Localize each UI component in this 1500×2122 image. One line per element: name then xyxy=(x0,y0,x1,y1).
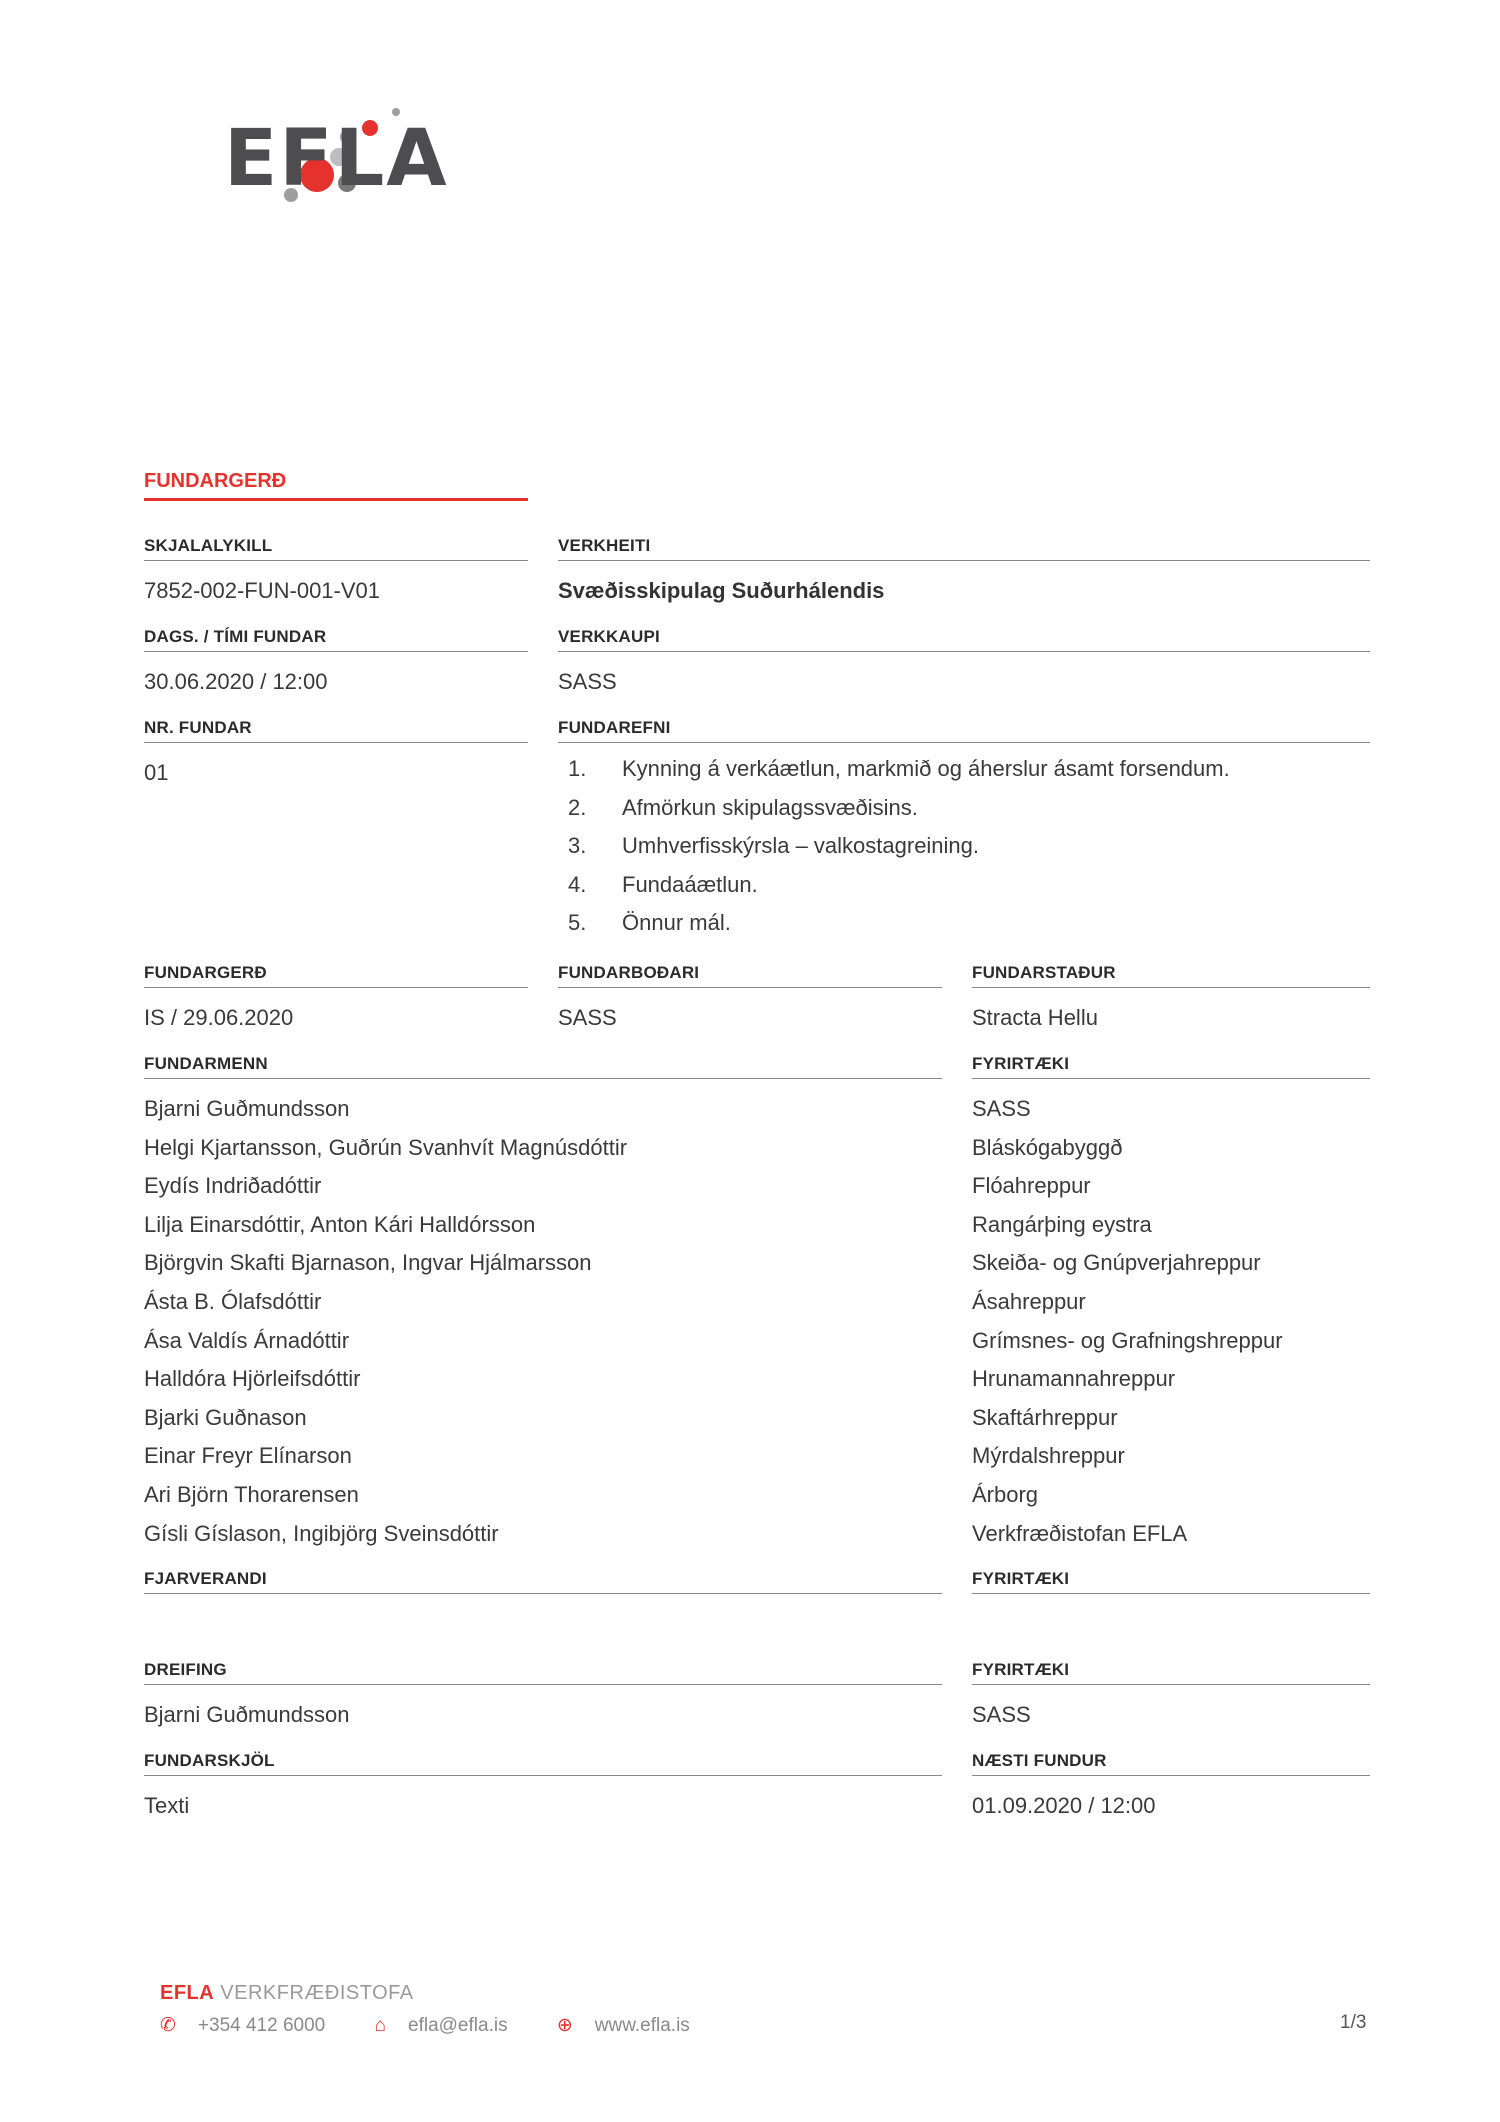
footer-contact xyxy=(160,2014,734,2037)
attendee: Helgi Kjartansson, Guðrún Svanhvít Magnúsdóttir xyxy=(144,1134,628,1160)
nr-fundar-value: 01 xyxy=(144,760,169,785)
company-list xyxy=(972,1096,1372,1559)
divider xyxy=(144,651,528,652)
fundarstadur-value: Stracta Hellu xyxy=(972,1005,1098,1030)
fyrirtaeki-label: FYRIRTÆKI xyxy=(972,1054,1070,1073)
title-underline xyxy=(144,498,528,501)
attendee-list xyxy=(144,1096,944,1559)
verkkaupi-label: VERKKAUPI xyxy=(558,627,660,646)
attendee: Eydís Indriðadóttir xyxy=(144,1173,322,1199)
divider xyxy=(144,1593,942,1594)
divider xyxy=(144,987,528,988)
agenda-item: 1. Kynning á verkáætlun, markmið og áherslur ásamt forsendum. xyxy=(568,756,1230,781)
fundarefni-label: FUNDAREFNI xyxy=(558,718,671,737)
divider xyxy=(972,1078,1370,1079)
verkheiti-label: VERKHEITI xyxy=(558,536,651,555)
company: Ásahreppur xyxy=(972,1288,1086,1314)
dags-value: 30.06.2020 / 12:00 xyxy=(144,669,328,694)
footer-web[interactable]: ⊕ www.efla.is xyxy=(556,2015,690,2036)
skjalalykill-label: SKJALALYKILL xyxy=(144,536,273,555)
footer-phone[interactable]: ✆ +354 412 6000 xyxy=(160,2015,326,2036)
company: Bláskógabyggð xyxy=(972,1134,1123,1160)
company: Árborg xyxy=(972,1481,1039,1507)
fjarverandi-label: FJARVERANDI xyxy=(144,1569,267,1588)
footer-email[interactable]: ⌂ efla@efla.is xyxy=(374,2015,508,2036)
footer-brand-sub: VERKFRÆÐISTOFA xyxy=(220,1982,414,2004)
attendee: Einar Freyr Elínarson xyxy=(144,1443,352,1469)
attendee: Bjarki Guðnason xyxy=(144,1404,307,1430)
dags-label: DAGS. / TÍMI FUNDAR xyxy=(144,627,327,646)
divider xyxy=(144,742,528,743)
document-title: FUNDARGERÐ xyxy=(144,470,287,492)
company: Rangárþing eystra xyxy=(972,1211,1152,1237)
agenda-item: 2. Afmörkun skipulagssvæðisins. xyxy=(568,794,918,820)
company: Grímsnes- og Grafningshreppur xyxy=(972,1327,1283,1353)
divider xyxy=(972,1593,1370,1594)
agenda-item: 3. Umhverfisskýrsla – valkostagreining. xyxy=(568,833,980,858)
attendee: Gísli Gíslason, Ingibjörg Sveinsdóttir xyxy=(144,1520,499,1546)
divider xyxy=(972,1684,1370,1685)
divider xyxy=(558,742,1370,743)
naesti-fundur-value: 01.09.2020 / 12:00 xyxy=(972,1793,1156,1818)
fundarmenn-label: FUNDARMENN xyxy=(144,1054,268,1073)
company: Flóahreppur xyxy=(972,1173,1091,1199)
footer-brand xyxy=(160,1982,414,2005)
attendee: Bjarni Guðmundsson xyxy=(144,1096,350,1121)
efla-logo xyxy=(140,104,470,214)
agenda-item: 5. Önnur mál. xyxy=(568,910,731,935)
company: Skeiða- og Gnúpverjahreppur xyxy=(972,1250,1261,1276)
fundarbodari-value: SASS xyxy=(558,1005,617,1030)
divider xyxy=(144,1775,942,1776)
agenda-list xyxy=(558,756,1378,949)
fundargerd-value: IS / 29.06.2020 xyxy=(144,1005,294,1030)
dreifing-value: Bjarni Guðmundsson xyxy=(144,1702,350,1727)
divider xyxy=(558,560,1370,561)
fundarskjol-value: Texti xyxy=(144,1793,190,1818)
attendee: Ása Valdís Árnadóttir xyxy=(144,1327,350,1353)
logo-wordmark: EFLA xyxy=(224,114,449,204)
nr-fundar-label: NR. FUNDAR xyxy=(144,718,252,737)
page-number: 1/3 xyxy=(1340,2012,1367,2033)
company: Verkfræðistofan EFLA xyxy=(972,1520,1188,1546)
fundarbodari-label: FUNDARBOÐARI xyxy=(558,963,700,982)
verkheiti-value: Svæðisskipulag Suðurhálendis xyxy=(558,578,885,603)
dreifing-company-value: SASS xyxy=(972,1702,1031,1727)
verkkaupi-value: SASS xyxy=(558,669,617,694)
fundargerd-label: FUNDARGERÐ xyxy=(144,963,267,982)
divider xyxy=(144,1078,942,1079)
skjalalykill-value: 7852-002-FUN-001-V01 xyxy=(144,578,381,603)
fyrirtaeki-label-distribution: FYRIRTÆKI xyxy=(972,1660,1070,1679)
attendee: Lilja Einarsdóttir, Anton Kári Halldórsson xyxy=(144,1211,536,1237)
attendee: Ari Björn Thorarensen xyxy=(144,1481,359,1507)
divider xyxy=(972,987,1370,988)
divider xyxy=(558,987,942,988)
company: Mýrdalshreppur xyxy=(972,1443,1125,1469)
attendee: Ásta B. Ólafsdóttir xyxy=(144,1288,322,1314)
divider xyxy=(144,1684,942,1685)
attendee: Björgvin Skafti Bjarnason, Ingvar Hjálmarsson xyxy=(144,1250,592,1276)
company: SASS xyxy=(972,1096,1031,1121)
globe-icon: ⊕ xyxy=(556,2015,573,2036)
dreifing-label: DREIFING xyxy=(144,1660,227,1679)
divider xyxy=(972,1775,1370,1776)
attendee: Halldóra Hjörleifsdóttir xyxy=(144,1366,361,1392)
footer-brand-name: EFLA xyxy=(160,1982,215,2004)
fyrirtaeki-label-absent: FYRIRTÆKI xyxy=(972,1569,1070,1588)
company: Skaftárhreppur xyxy=(972,1404,1118,1430)
phone-icon: ✆ xyxy=(160,2015,176,2036)
company: Hrunamannahreppur xyxy=(972,1366,1176,1392)
home-icon: ⌂ xyxy=(374,2015,387,2036)
agenda-item: 4. Fundaáætlun. xyxy=(568,871,758,897)
naesti-fundur-label: NÆSTI FUNDUR xyxy=(972,1751,1107,1770)
fundarskjol-label: FUNDARSKJÖL xyxy=(144,1751,275,1770)
divider xyxy=(144,560,528,561)
fundarstadur-label: FUNDARSTAÐUR xyxy=(972,963,1116,982)
divider xyxy=(558,651,1370,652)
